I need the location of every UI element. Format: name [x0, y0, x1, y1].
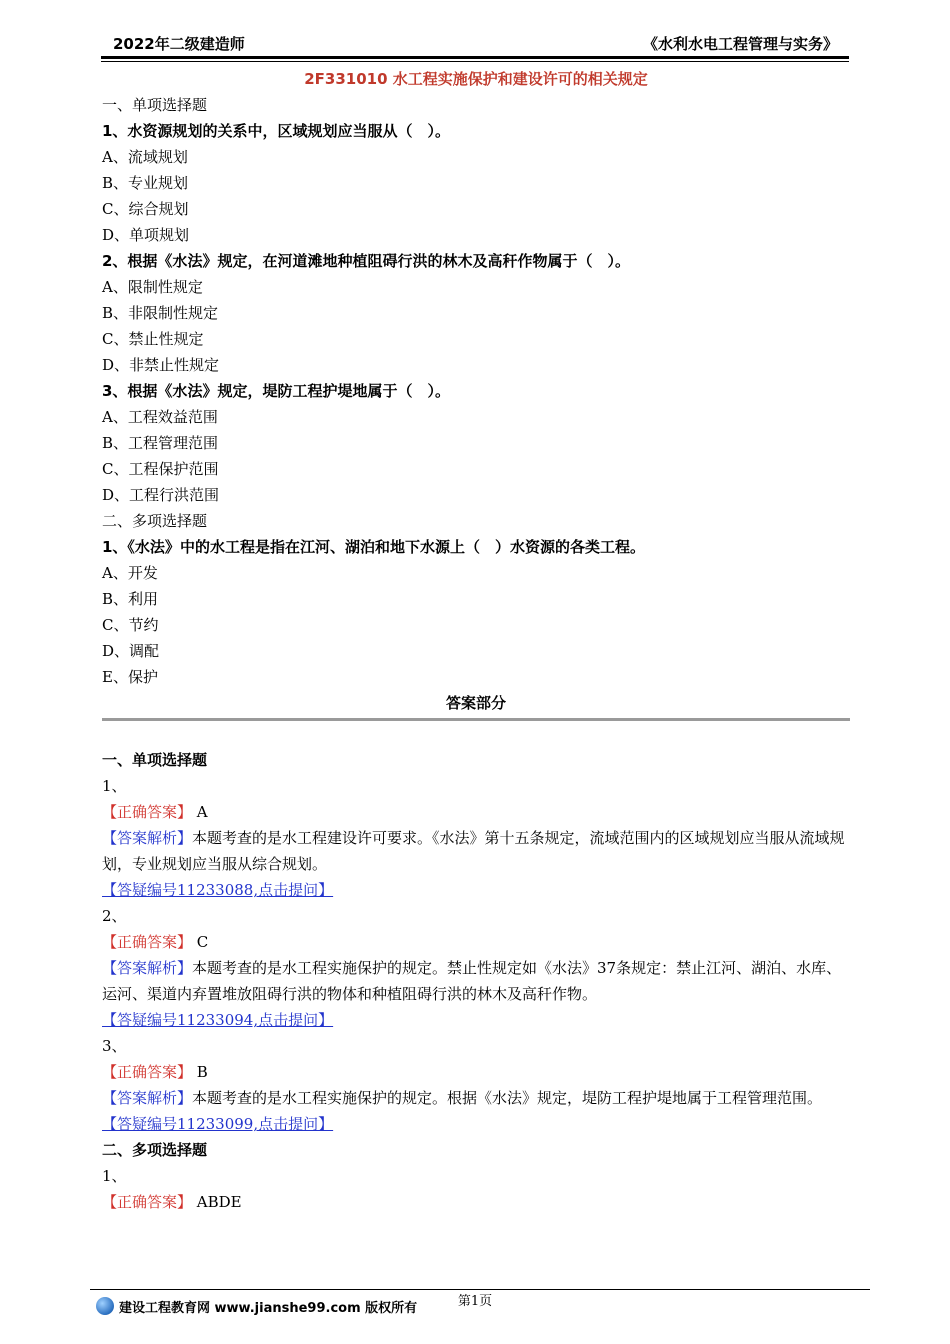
- question-1: [102, 118, 850, 248]
- correct-answer-label: 【正确答案】: [102, 1193, 193, 1211]
- analysis-text: 本题考查的是水工程实施保护的规定。禁止性规定如《水法》37条规定：禁止江河、湖泊、水库、运河、渠道内弃置堆放阻碍行洪的物体和种植阻碍行洪的林木及高秆作物。: [102, 959, 842, 1003]
- header-rule-thin: [101, 61, 849, 62]
- ask-question-link[interactable]: 【答疑编号11233088,点击提问】: [102, 881, 334, 899]
- page-title: 2F331010 水工程实施保护和建设许可的相关规定: [304, 70, 648, 88]
- question-stem: 1、《水法》中的水工程是指在江河、湖泊和地下水源上（ ）水资源的各类工程。: [102, 538, 645, 556]
- answer-analysis: [102, 1085, 850, 1111]
- option: E、保护: [102, 668, 158, 686]
- option: A、开发: [102, 564, 158, 582]
- option: B、非限制性规定: [102, 304, 219, 322]
- page-number: 第1页: [457, 1294, 493, 1309]
- correct-answer-label: 【正确答案】: [102, 803, 193, 821]
- analysis-label: 【答案解析】: [102, 829, 193, 847]
- option: C、综合规划: [102, 200, 189, 218]
- answer-analysis: [102, 955, 850, 1007]
- ask-question-link[interactable]: 【答疑编号11233094,点击提问】: [102, 1011, 334, 1029]
- option: A、工程效益范围: [102, 408, 218, 426]
- analysis-label: 【答案解析】: [102, 959, 193, 977]
- multi-answer-1: [102, 1163, 850, 1215]
- footer-copyright: 建设工程教育网 www.jianshe99.com 版权所有: [119, 1301, 418, 1316]
- option: A、限制性规定: [102, 278, 203, 296]
- section-heading: 二、多项选择题: [102, 512, 208, 530]
- correct-answer-row: [102, 929, 850, 955]
- answer-2: [102, 903, 850, 1033]
- question-stem: 1、水资源规划的关系中，区域规划应当服从（ ）。: [102, 122, 450, 140]
- option: D、非禁止性规定: [102, 356, 220, 374]
- answer-number: 3、: [102, 1037, 127, 1055]
- answer-number: 1、: [102, 777, 127, 795]
- answer-analysis: [102, 825, 850, 877]
- correct-answer-value: B: [196, 1063, 208, 1081]
- answer-section-heading: 一、单项选择题: [102, 751, 208, 769]
- correct-answer-label: 【正确答案】: [102, 933, 193, 951]
- header-rule: [101, 56, 849, 59]
- option: C、禁止性规定: [102, 330, 204, 348]
- header-right: 《水利水电工程管理与实务》: [642, 35, 838, 53]
- answer-3: [102, 1033, 850, 1137]
- option: D、单项规划: [102, 226, 190, 244]
- correct-answer-value: C: [196, 933, 209, 951]
- option: C、节约: [102, 616, 159, 634]
- option: B、工程管理范围: [102, 434, 219, 452]
- globe-logo-icon: [96, 1297, 114, 1315]
- document-body: [102, 66, 850, 1215]
- option: B、利用: [102, 590, 159, 608]
- option: C、工程保护范围: [102, 460, 219, 478]
- question-stem: 3、根据《水法》规定，堤防工程护堤地属于（ ）。: [102, 382, 450, 400]
- answers-heading: 答案部分: [445, 694, 506, 712]
- answer-number: 2、: [102, 907, 127, 925]
- correct-answer-value: ABDE: [196, 1193, 242, 1211]
- option: D、调配: [102, 642, 160, 660]
- section-heading: 一、单项选择题: [102, 96, 208, 114]
- option: A、流域规划: [102, 148, 188, 166]
- analysis-text: 本题考查的是水工程建设许可要求。《水法》第十五条规定，流域范围内的区域规划应当服从流域规划，专业规划应当服从综合规划。: [102, 829, 845, 873]
- correct-answer-label: 【正确答案】: [102, 1063, 193, 1081]
- analysis-label: 【答案解析】: [102, 1089, 193, 1107]
- correct-answer-row: [102, 1059, 850, 1085]
- option: B、专业规划: [102, 174, 189, 192]
- answer-section-heading: 二、多项选择题: [102, 1141, 208, 1159]
- header-left: 2022年二级建造师: [113, 35, 245, 53]
- question-3: [102, 378, 850, 508]
- answers-divider: [102, 718, 850, 721]
- correct-answer-row: [102, 799, 850, 825]
- answer-1: [102, 773, 850, 903]
- multi-question-1: [102, 534, 850, 690]
- question-stem: 2、根据《水法》规定，在河道滩地种植阻碍行洪的林木及高秆作物属于（ ）。: [102, 252, 630, 270]
- answer-number: 1、: [102, 1167, 127, 1185]
- question-2: [102, 248, 850, 378]
- correct-answer-row: [102, 1189, 850, 1215]
- ask-question-link[interactable]: 【答疑编号11233099,点击提问】: [102, 1115, 334, 1133]
- analysis-text: 本题考查的是水工程实施保护的规定。根据《水法》规定，堤防工程护堤地属于工程管理范围。: [192, 1089, 823, 1107]
- correct-answer-value: A: [196, 803, 208, 821]
- option: D、工程行洪范围: [102, 486, 220, 504]
